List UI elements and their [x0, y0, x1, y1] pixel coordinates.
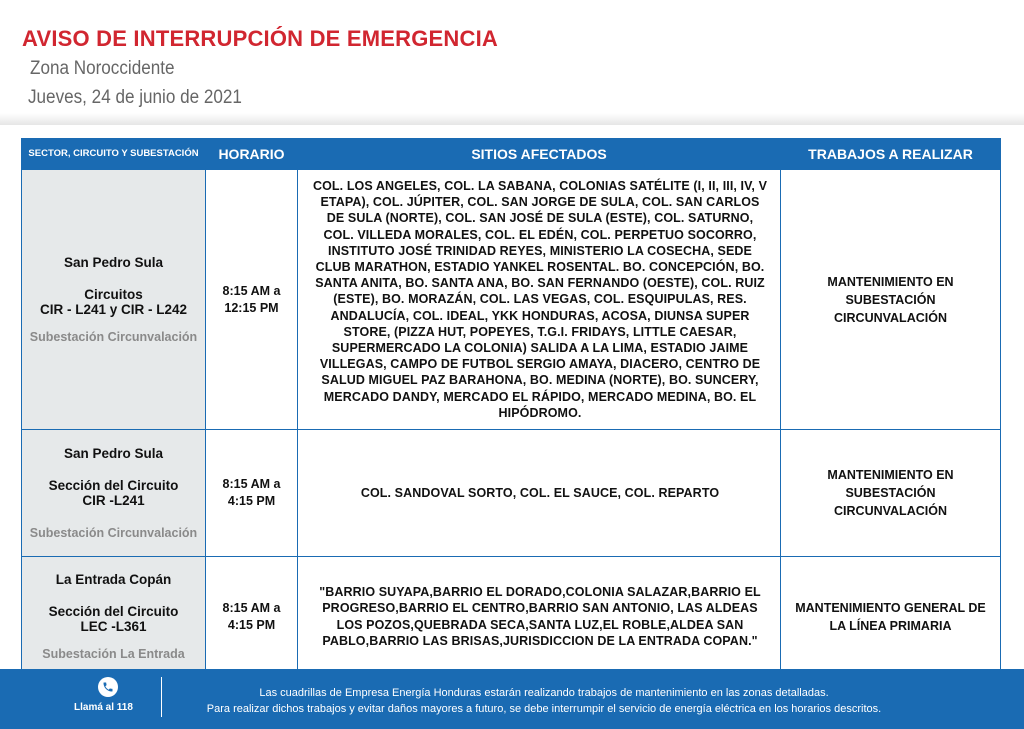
- call-number-label: Llamá al 118: [74, 702, 133, 713]
- work-cell: MANTENIMIENTO EN SUBESTACIÓN CIRCUNVALACIÓN: [781, 170, 1001, 430]
- sector-cell: [22, 170, 206, 430]
- time-cell: [206, 170, 298, 430]
- time-end: 4:15 PM: [227, 617, 276, 632]
- column-header-sector: SECTOR, CIRCUITO Y SUBESTACIÓN: [22, 139, 206, 170]
- affected-sites-cell: COL. SANDOVAL SORTO, COL. EL SAUCE, COL. REPARTO: [298, 430, 781, 557]
- column-header-horario: HORARIO: [206, 139, 298, 170]
- city-label: La Entrada Copán: [55, 572, 172, 588]
- footer-note-line-1: Las cuadrillas de Empresa Energía Honduras estarán realizando trabajos de mantenimiento en las zonas detalladas.: [259, 687, 829, 699]
- table-row: [22, 170, 1001, 430]
- sector-cell: [22, 430, 206, 557]
- page-title: AVISO DE INTERRUPCIÓN DE EMERGENCIA: [22, 26, 498, 51]
- time-start: 8:15 AM a: [222, 600, 281, 615]
- phone-icon: [98, 677, 118, 697]
- table-header-row: [22, 139, 1001, 170]
- footer-bar: [0, 669, 1024, 729]
- circuit-code: CIR -L241: [82, 493, 145, 509]
- circuit-label: Circuitos: [84, 287, 143, 303]
- city-label: San Pedro Sula: [63, 255, 164, 271]
- interruption-table: [21, 138, 1001, 677]
- notice-date: Jueves, 24 de junio de 2021: [28, 87, 242, 108]
- time-end: 12:15 PM: [224, 300, 279, 315]
- work-cell: MANTENIMIENTO GENERAL DE LA LÍNEA PRIMARIA: [781, 557, 1001, 677]
- zone-subtitle: Zona Noroccidente: [30, 58, 175, 79]
- header-divider-band: [0, 113, 1024, 125]
- substation-label: Subestación Circunvalación: [29, 526, 198, 541]
- affected-sites-cell: COL. LOS ANGELES, COL. LA SABANA, COLONIAS SATÉLITE (I, II, III, IV, V ETAPA), COL. JÚPITER, COL. SAN JORGE DE SULA, COL. SAN CARLOS DE SULA (NORTE), COL. SAN JOSÉ DE SULA (ESTE), COL. SATURNO, COL. VILLEDA MORALES, COL. EL EDÉN, COL. PERPETUO SOCORRO, INSTITUTO JOSÉ TRINIDAD REYES, MINISTERIO LA COSECHA, SEDE CLUB MARATHON, ESTADIO YANKEL ROSENTAL. BO. CONCEPCIÓN, BO. SANTA ANITA, BO. SANTA ANA, BO. SAN FERNANDO (OESTE), COL. RUIZ (ESTE), BO. MORAZÁN, COL. LAS VEGAS, COL. ESQUIPULAS, RES. ANDALUCÍA, COL. IDEAL, YKK HONDURAS, ACOSA, DIUNSA SUPER STORE, (PIZZA HUT, POPEYES, T.G.I. FRIDAYS, LITTLE CAESAR, SUPERMERCADO LA COLONIA) SALIDA A LA LIMA, ESTADIO JAIME VILLEGAS, CAMPO DE FUTBOL SERGIO AMAYA, DIACERO, CENTRO DE SALUD MIGUEL PAZ BARAHONA, BO. MEDINA (NORTE), BO. SUNCERY, MERCADO DANDY, MERCADO EL RÁPIDO, MERCADO MEDINA, BO. EL HIPÓDROMO.: [298, 170, 781, 430]
- footer-note-line-2: Para realizar dichos trabajos y evitar daños mayores a futuro, se debe interrumpir el servicio de energía eléctrica en los horarios descritos.: [206, 703, 882, 715]
- table-row: [22, 557, 1001, 677]
- circuit-label: Sección del Circuito: [48, 604, 179, 620]
- circuit-label: Sección del Circuito: [48, 478, 179, 494]
- time-start: 8:15 AM a: [222, 477, 281, 492]
- time-start: 8:15 AM a: [222, 283, 281, 298]
- table-row: [22, 430, 1001, 557]
- circuit-code: LEC -L361: [80, 619, 147, 635]
- footer-divider: [161, 677, 162, 717]
- time-cell: [206, 557, 298, 677]
- column-header-sitios: SITIOS AFECTADOS: [298, 139, 781, 170]
- time-end: 4:15 PM: [227, 494, 276, 509]
- substation-label: Subestación La Entrada: [42, 647, 185, 662]
- footer-note: [164, 685, 924, 717]
- column-header-trabajos: TRABAJOS A REALIZAR: [781, 139, 1001, 170]
- city-label: San Pedro Sula: [63, 446, 164, 462]
- circuit-code: CIR - L241 y CIR - L242: [39, 302, 188, 318]
- affected-sites-cell: "BARRIO SUYAPA,BARRIO EL DORADO,COLONIA SALAZAR,BARRIO EL PROGRESO,BARRIO EL CENTRO,BARRIO SAN ANTONIO, LAS ALDEAS LOS POZOS,QUEBRADA SECA,SANTA LUZ,EL ROBLE,ALDEA SAN PABLO,BARRIO LAS BRISAS,JURISDICCION DE LA ENTRADA COPAN.": [298, 557, 781, 677]
- time-cell: [206, 430, 298, 557]
- substation-label: Subestación Circunvalación: [29, 330, 198, 345]
- work-cell: MANTENIMIENTO EN SUBESTACIÓN CIRCUNVALACIÓN: [781, 430, 1001, 557]
- sector-cell: [22, 557, 206, 677]
